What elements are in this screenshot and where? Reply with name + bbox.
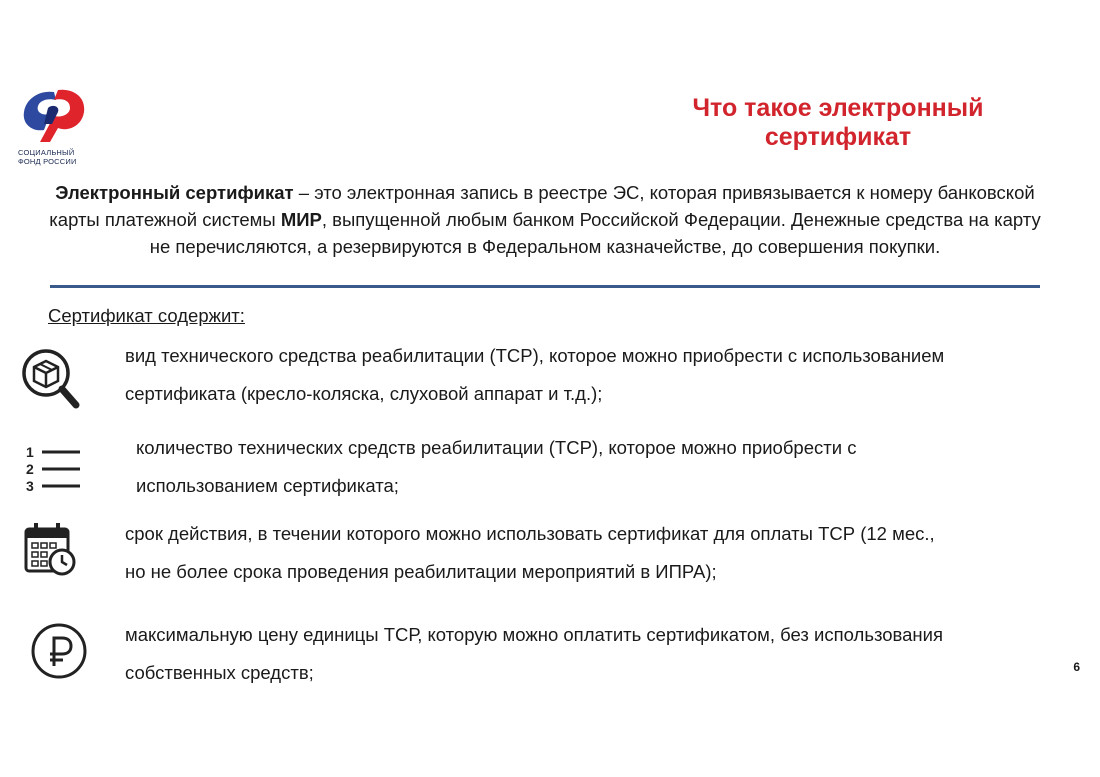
definition-part1: – это электронная запись в реестре ЭС, которая привязывается к номеру банковской карты платежной системы — [49, 182, 1035, 230]
page-title — [608, 94, 1068, 152]
definition-paragraph — [45, 179, 1045, 260]
svg-text:3: 3 — [26, 478, 34, 494]
item-2-line2: использованием сертификата; — [136, 475, 399, 496]
box-magnifier-icon — [20, 347, 82, 418]
calendar-clock-icon — [23, 521, 77, 582]
item-4-line1: максимальную цену единицы ТСР, которую можно оплатить сертификатом, без использования — [125, 624, 943, 645]
logo-mark-icon — [18, 84, 90, 144]
contains-label: Сертификат содержит: — [48, 305, 245, 326]
item-4-line2: собственных средств; — [125, 662, 314, 683]
item-1-line1: вид технического средства реабилитации (ТСР), которое можно приобрести с использованием — [125, 345, 945, 366]
definition-term: Электронный сертификат — [55, 182, 294, 203]
item-1-line2: сертификата (кресло-коляска, слуховой аппарат и т.д.); — [125, 383, 603, 404]
ruble-icon — [30, 622, 88, 685]
title-line1: Что такое электронный — [692, 94, 984, 122]
definition-mir: МИР — [280, 209, 322, 230]
item-3-line1: срок действия, в течении которого можно использовать сертификат для оплаты ТСР (12 мес., — [125, 523, 935, 544]
list-item — [125, 515, 935, 591]
title-line2: сертификат — [764, 123, 912, 151]
definition-part2: , выпущенной любым банком Российской Федерации. Денежные средства на карту не перечисляются, а резервируются в Федеральном казначействе, до совершения покупки. — [149, 209, 1041, 257]
logo-line2: ФОНД РОССИИ — [18, 157, 77, 166]
page-number: 6 — [1073, 660, 1080, 674]
list-item — [136, 429, 856, 505]
svg-text:2: 2 — [26, 461, 34, 477]
divider — [50, 285, 1040, 288]
logo-line1: СОЦИАЛЬНЫЙ — [18, 148, 75, 157]
social-fund-logo — [18, 84, 98, 166]
list-item — [125, 337, 944, 413]
list-item — [125, 616, 943, 692]
numbered-list-icon — [24, 442, 82, 501]
svg-text:1: 1 — [26, 444, 34, 460]
item-3-line2: но не более срока проведения реабилитации мероприятий в ИПРА); — [125, 561, 717, 582]
item-2-line1: количество технических средств реабилитации (ТСР), которое можно приобрести с — [136, 437, 857, 458]
